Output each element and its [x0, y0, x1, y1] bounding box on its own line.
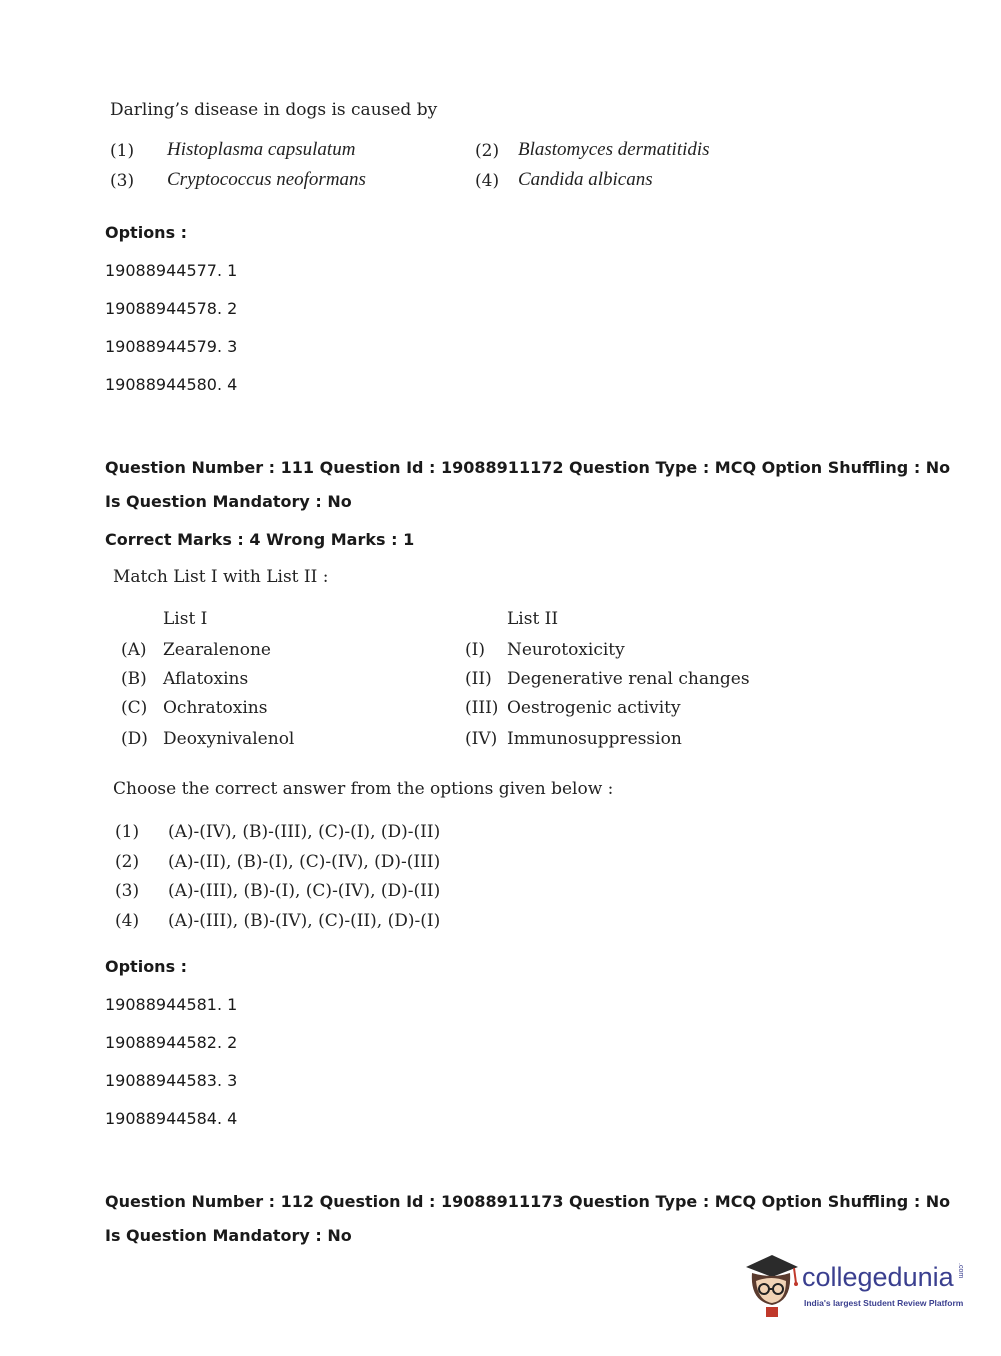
logo-wordmark: collegedunia — [802, 1262, 954, 1292]
graduate-mascot-icon — [742, 1249, 802, 1319]
list1-key: (C) — [121, 698, 148, 718]
answer-number: (2) — [115, 852, 140, 872]
choice-text: Candida albicans — [518, 169, 653, 190]
answer-number: (1) — [115, 822, 140, 842]
logo-domain-suffix: .com — [957, 1263, 964, 1279]
option-item: 19088944580. 4 — [105, 375, 238, 394]
option-item: 19088944581. 1 — [105, 995, 238, 1014]
choice-text: Cryptococcus neoformans — [167, 169, 366, 190]
list1-item: Zearalenone — [163, 640, 271, 660]
list2-key: (IV) — [465, 729, 498, 749]
choice-number: (2) — [475, 141, 500, 161]
answer-text: (A)-(III), (B)-(I), (C)-(IV), (D)-(II) — [168, 881, 441, 901]
question-111-mandatory: Is Question Mandatory : No — [105, 492, 352, 511]
question-110-stem: Darling’s disease in dogs is caused by — [110, 100, 438, 120]
collegedunia-logo — [742, 1249, 967, 1321]
option-item: 19088944584. 4 — [105, 1109, 238, 1128]
list1-item: Deoxynivalenol — [163, 729, 295, 749]
list2-item: Degenerative renal changes — [507, 669, 750, 689]
choice-number: (4) — [475, 171, 500, 191]
choice-text: Histoplasma capsulatum — [167, 139, 356, 160]
options-label: Options : — [105, 957, 188, 976]
logo-tagline: India's largest Student Review Platform — [804, 1298, 964, 1308]
choice-number: (1) — [110, 141, 135, 161]
question-111-marks: Correct Marks : 4 Wrong Marks : 1 — [105, 530, 415, 549]
list2-item: Neurotoxicity — [507, 640, 625, 660]
question-111-header: Question Number : 111 Question Id : 19088911172 Question Type : MCQ Option Shuffling : No — [105, 458, 951, 477]
list1-key: (A) — [121, 640, 147, 660]
list1-key: (B) — [121, 669, 147, 689]
list1-item: Aflatoxins — [163, 669, 249, 689]
option-item: 19088944579. 3 — [105, 337, 238, 356]
list1-key: (D) — [121, 729, 148, 749]
choice-number: (3) — [110, 171, 135, 191]
list1-item: Ochratoxins — [163, 698, 268, 718]
list2-key: (II) — [465, 669, 492, 689]
list2-key: (III) — [465, 698, 499, 718]
question-111-stem: Match List I with List II : — [113, 567, 329, 587]
list2-title: List II — [507, 609, 559, 629]
list2-item: Immunosuppression — [507, 729, 682, 749]
answer-text: (A)-(II), (B)-(I), (C)-(IV), (D)-(III) — [168, 852, 441, 872]
option-item: 19088944578. 2 — [105, 299, 238, 318]
list1-title: List I — [163, 609, 208, 629]
answer-instruction: Choose the correct answer from the options given below : — [113, 779, 614, 799]
answer-number: (3) — [115, 881, 140, 901]
list2-item: Oestrogenic activity — [507, 698, 681, 718]
choice-text: Blastomyces dermatitidis — [518, 139, 710, 160]
question-112-header: Question Number : 112 Question Id : 19088911173 Question Type : MCQ Option Shuffling : No — [105, 1192, 951, 1211]
option-item: 19088944577. 1 — [105, 261, 238, 280]
answer-text: (A)-(III), (B)-(IV), (C)-(II), (D)-(I) — [168, 911, 441, 931]
option-item: 19088944582. 2 — [105, 1033, 238, 1052]
answer-text: (A)-(IV), (B)-(III), (C)-(I), (D)-(II) — [168, 822, 441, 842]
list2-key: (I) — [465, 640, 485, 660]
options-label: Options : — [105, 223, 188, 242]
option-item: 19088944583. 3 — [105, 1071, 238, 1090]
question-112-mandatory: Is Question Mandatory : No — [105, 1226, 352, 1245]
answer-number: (4) — [115, 911, 140, 931]
